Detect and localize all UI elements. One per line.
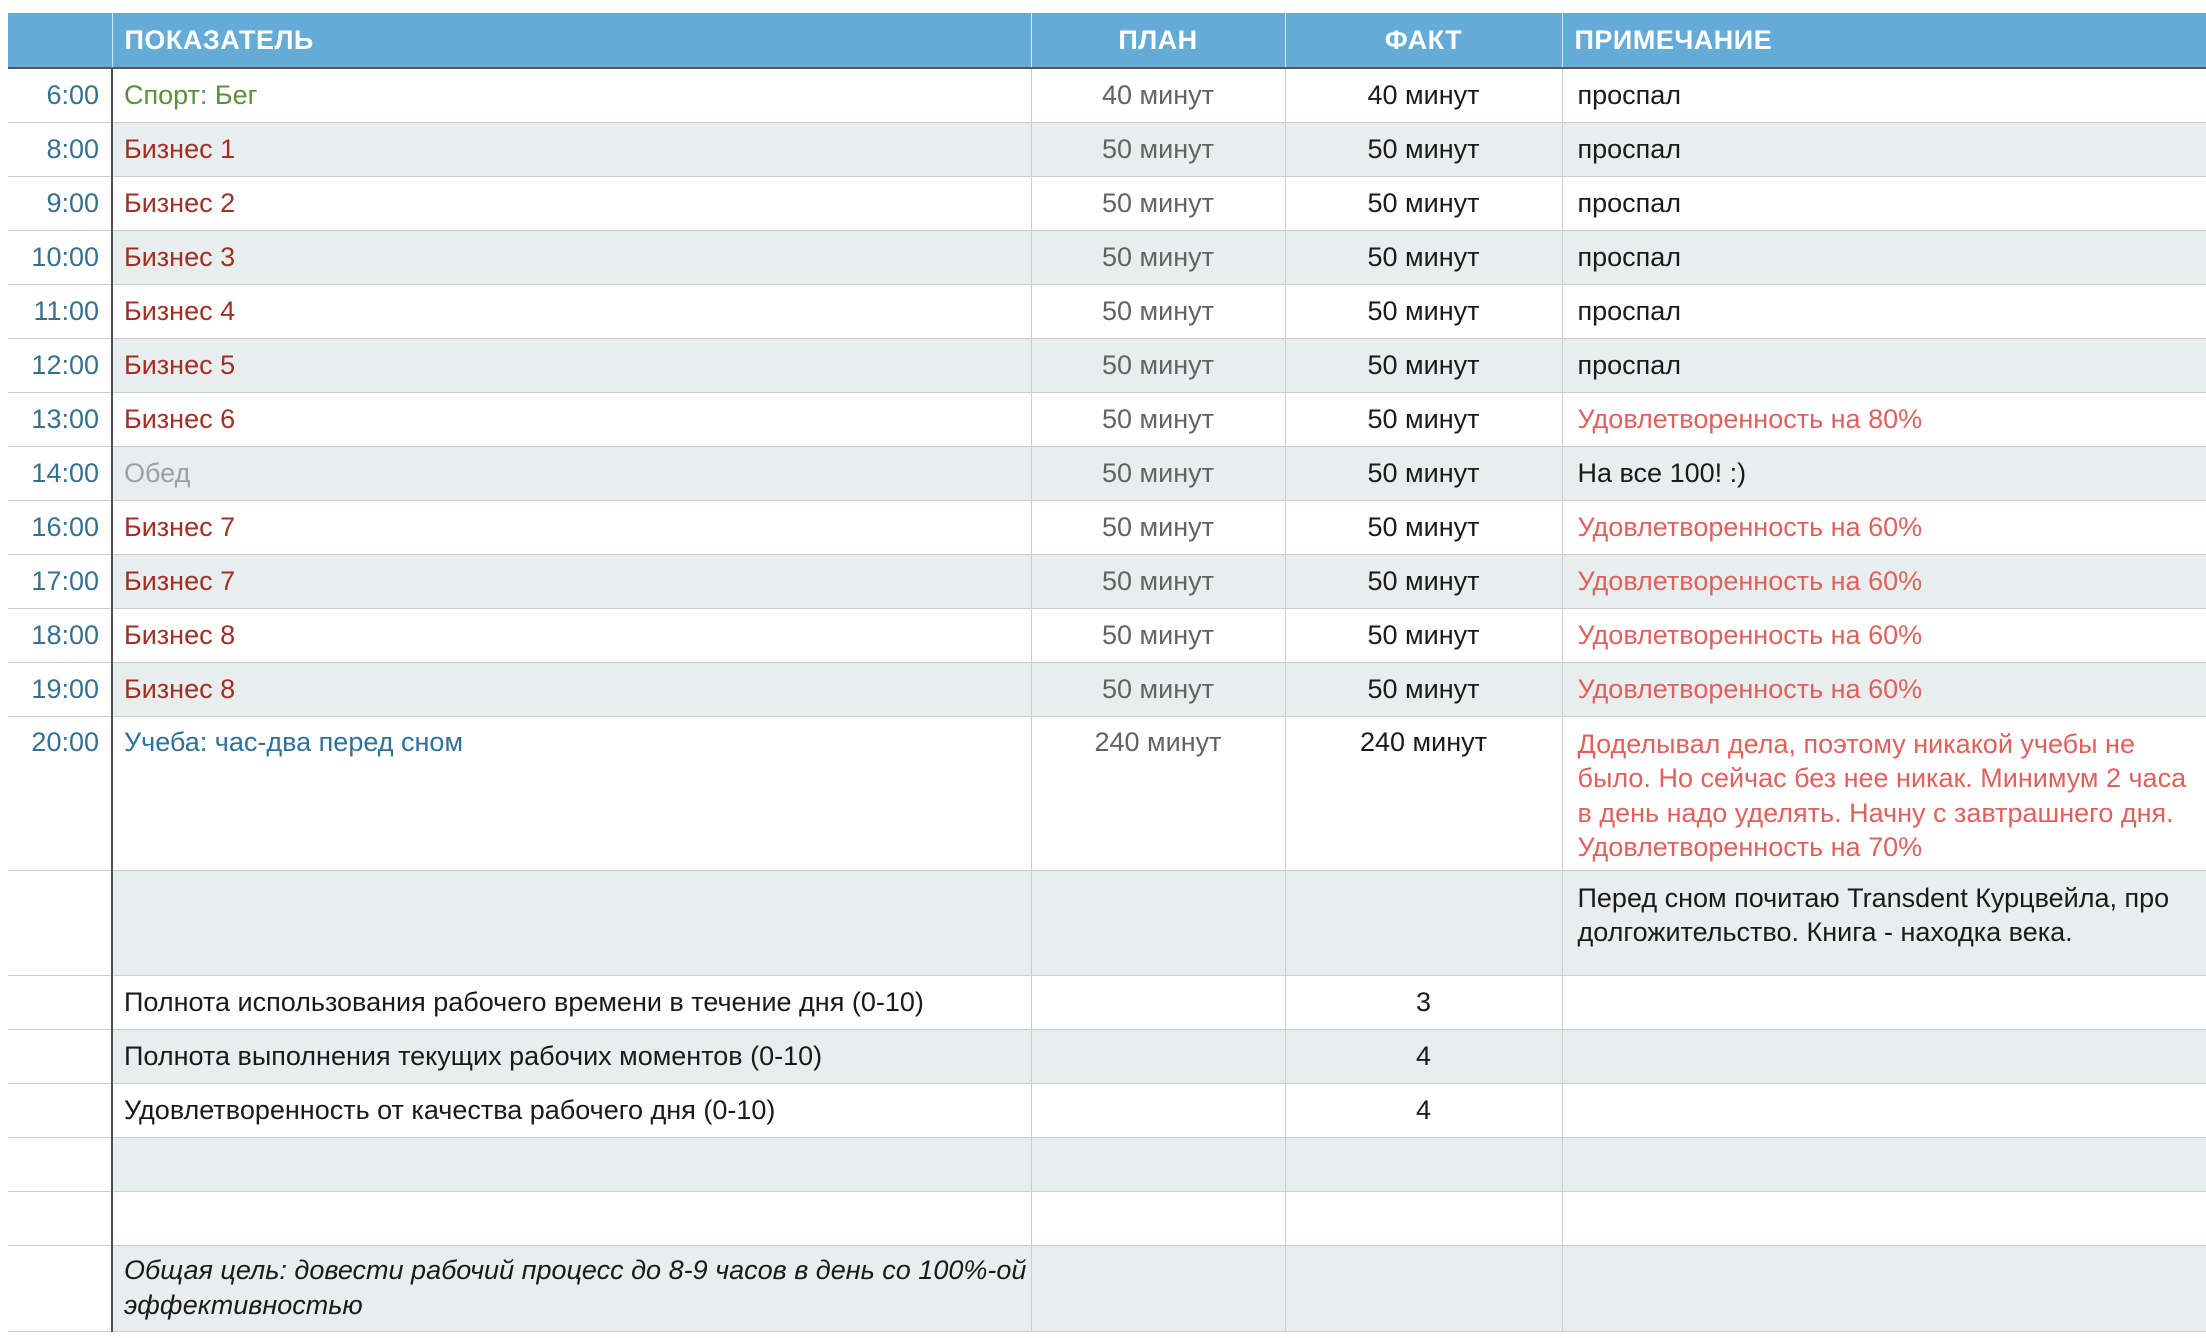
note-cell: Удовлетворенность на 60% — [1562, 662, 2206, 716]
indicator-cell: Бизнес 4 — [112, 284, 1031, 338]
header-time — [8, 13, 112, 68]
plan-cell — [1031, 1029, 1285, 1083]
fact-cell: 50 минут — [1285, 392, 1562, 446]
indicator-cell: Бизнес 6 — [112, 392, 1031, 446]
time-cell — [8, 1191, 112, 1245]
note-cell: Удовлетворенность на 80% — [1562, 392, 2206, 446]
plan-cell: 50 минут — [1031, 608, 1285, 662]
indicator-cell: Бизнес 7 — [112, 554, 1031, 608]
indicator-cell: Бизнес 8 — [112, 608, 1031, 662]
fact-cell — [1285, 1245, 1562, 1331]
header-plan: ПЛАН — [1031, 13, 1285, 68]
table-header — [8, 13, 2206, 68]
time-cell — [8, 1245, 112, 1331]
time-cell: 12:00 — [8, 338, 112, 392]
fact-cell: 4 — [1285, 1029, 1562, 1083]
indicator-cell: Бизнес 2 — [112, 176, 1031, 230]
fact-cell — [1285, 1191, 1562, 1245]
plan-cell: 50 минут — [1031, 392, 1285, 446]
table-row — [8, 870, 2206, 975]
plan-cell — [1031, 1083, 1285, 1137]
table-row — [8, 1083, 2206, 1137]
indicator-cell: Бизнес 3 — [112, 230, 1031, 284]
plan-cell: 50 минут — [1031, 338, 1285, 392]
note-cell: Удовлетворенность на 60% — [1562, 554, 2206, 608]
table-row — [8, 1245, 2206, 1331]
note-cell — [1562, 1191, 2206, 1245]
time-cell: 11:00 — [8, 284, 112, 338]
table-row — [8, 284, 2206, 338]
plan-cell: 50 минут — [1031, 176, 1285, 230]
indicator-cell — [112, 1191, 1031, 1245]
indicator-cell — [112, 1137, 1031, 1191]
note-cell — [1562, 1137, 2206, 1191]
table-row — [8, 176, 2206, 230]
note-cell: Удовлетворенность на 60% — [1562, 608, 2206, 662]
table-row — [8, 1191, 2206, 1245]
header-fact: ФАКТ — [1285, 13, 1562, 68]
plan-cell — [1031, 975, 1285, 1029]
time-cell: 20:00 — [8, 716, 112, 870]
time-cell — [8, 1029, 112, 1083]
plan-cell — [1031, 1245, 1285, 1331]
fact-cell: 50 минут — [1285, 176, 1562, 230]
time-cell: 6:00 — [8, 68, 112, 122]
note-cell — [1562, 975, 2206, 1029]
note-cell: проспал — [1562, 176, 2206, 230]
fact-cell: 4 — [1285, 1083, 1562, 1137]
table-row — [8, 1137, 2206, 1191]
fact-cell: 40 минут — [1285, 68, 1562, 122]
indicator-cell: Учеба: час-два перед сном — [112, 716, 1031, 870]
header-row — [8, 13, 2206, 68]
table-row — [8, 68, 2206, 122]
fact-cell: 3 — [1285, 975, 1562, 1029]
time-cell — [8, 1137, 112, 1191]
fact-cell: 50 минут — [1285, 662, 1562, 716]
indicator-cell: Бизнес 5 — [112, 338, 1031, 392]
note-cell: проспал — [1562, 284, 2206, 338]
time-cell: 14:00 — [8, 446, 112, 500]
fact-cell: 240 минут — [1285, 716, 1562, 870]
time-cell: 19:00 — [8, 662, 112, 716]
note-cell — [1562, 1245, 2206, 1331]
time-cell: 16:00 — [8, 500, 112, 554]
time-cell — [8, 975, 112, 1029]
time-cell — [8, 870, 112, 975]
daily-plan-table — [8, 13, 2206, 1332]
time-cell: 13:00 — [8, 392, 112, 446]
fact-cell: 50 минут — [1285, 338, 1562, 392]
plan-cell: 240 минут — [1031, 716, 1285, 870]
table-row — [8, 716, 2206, 870]
time-cell: 8:00 — [8, 122, 112, 176]
plan-cell: 50 минут — [1031, 500, 1285, 554]
fact-cell — [1285, 870, 1562, 975]
plan-cell: 50 минут — [1031, 662, 1285, 716]
plan-cell: 50 минут — [1031, 284, 1285, 338]
fact-cell: 50 минут — [1285, 122, 1562, 176]
plan-cell: 50 минут — [1031, 446, 1285, 500]
indicator-cell: Обед — [112, 446, 1031, 500]
fact-cell: 50 минут — [1285, 608, 1562, 662]
note-cell: Доделывал дела, поэтому никакой учебы не было. Но сейчас без нее никак. Минимум 2 часа в день надо уделять. Начну с завтрашнего дня. Удовлетворенность на 70% — [1562, 716, 2206, 870]
plan-cell — [1031, 1191, 1285, 1245]
note-cell: проспал — [1562, 122, 2206, 176]
note-cell: Перед сном почитаю Transdent Курцвейла, про долгожительство. Книга - находка века. — [1562, 870, 2206, 975]
indicator-cell: Бизнес 8 — [112, 662, 1031, 716]
fact-cell — [1285, 1137, 1562, 1191]
time-cell: 10:00 — [8, 230, 112, 284]
fact-cell: 50 минут — [1285, 284, 1562, 338]
plan-cell: 50 минут — [1031, 554, 1285, 608]
table-row — [8, 662, 2206, 716]
table-row — [8, 392, 2206, 446]
note-cell: Удовлетворенность на 60% — [1562, 500, 2206, 554]
indicator-cell: Спорт: Бег — [112, 68, 1031, 122]
time-cell: 18:00 — [8, 608, 112, 662]
header-indicator: ПОКАЗАТЕЛЬ — [112, 13, 1031, 68]
fact-cell: 50 минут — [1285, 230, 1562, 284]
table-row — [8, 338, 2206, 392]
table-row — [8, 230, 2206, 284]
plan-cell — [1031, 870, 1285, 975]
table-row — [8, 554, 2206, 608]
indicator-cell — [112, 870, 1031, 975]
plan-cell: 40 минут — [1031, 68, 1285, 122]
table-row — [8, 1029, 2206, 1083]
table-body — [8, 68, 2206, 1331]
note-cell — [1562, 1029, 2206, 1083]
table-row — [8, 975, 2206, 1029]
indicator-cell: Полнота использования рабочего времени в течение дня (0-10) — [112, 975, 1031, 1029]
plan-cell: 50 минут — [1031, 230, 1285, 284]
plan-cell — [1031, 1137, 1285, 1191]
indicator-cell: Бизнес 1 — [112, 122, 1031, 176]
plan-cell: 50 минут — [1031, 122, 1285, 176]
table-row — [8, 500, 2206, 554]
fact-cell: 50 минут — [1285, 554, 1562, 608]
time-cell — [8, 1083, 112, 1137]
note-cell: проспал — [1562, 68, 2206, 122]
indicator-cell: Общая цель: довести рабочий процесс до 8-9 часов в день со 100%-ой эффективностью — [112, 1245, 1031, 1331]
header-note: ПРИМЕЧАНИЕ — [1562, 13, 2206, 68]
time-cell: 9:00 — [8, 176, 112, 230]
fact-cell: 50 минут — [1285, 500, 1562, 554]
indicator-cell: Удовлетворенность от качества рабочего дня (0-10) — [112, 1083, 1031, 1137]
table-row — [8, 446, 2206, 500]
fact-cell: 50 минут — [1285, 446, 1562, 500]
note-cell — [1562, 1083, 2206, 1137]
indicator-cell: Бизнес 7 — [112, 500, 1031, 554]
table-row — [8, 608, 2206, 662]
note-cell: проспал — [1562, 230, 2206, 284]
indicator-cell: Полнота выполнения текущих рабочих моментов (0-10) — [112, 1029, 1031, 1083]
table-row — [8, 122, 2206, 176]
note-cell: проспал — [1562, 338, 2206, 392]
time-cell: 17:00 — [8, 554, 112, 608]
note-cell: На все 100! :) — [1562, 446, 2206, 500]
